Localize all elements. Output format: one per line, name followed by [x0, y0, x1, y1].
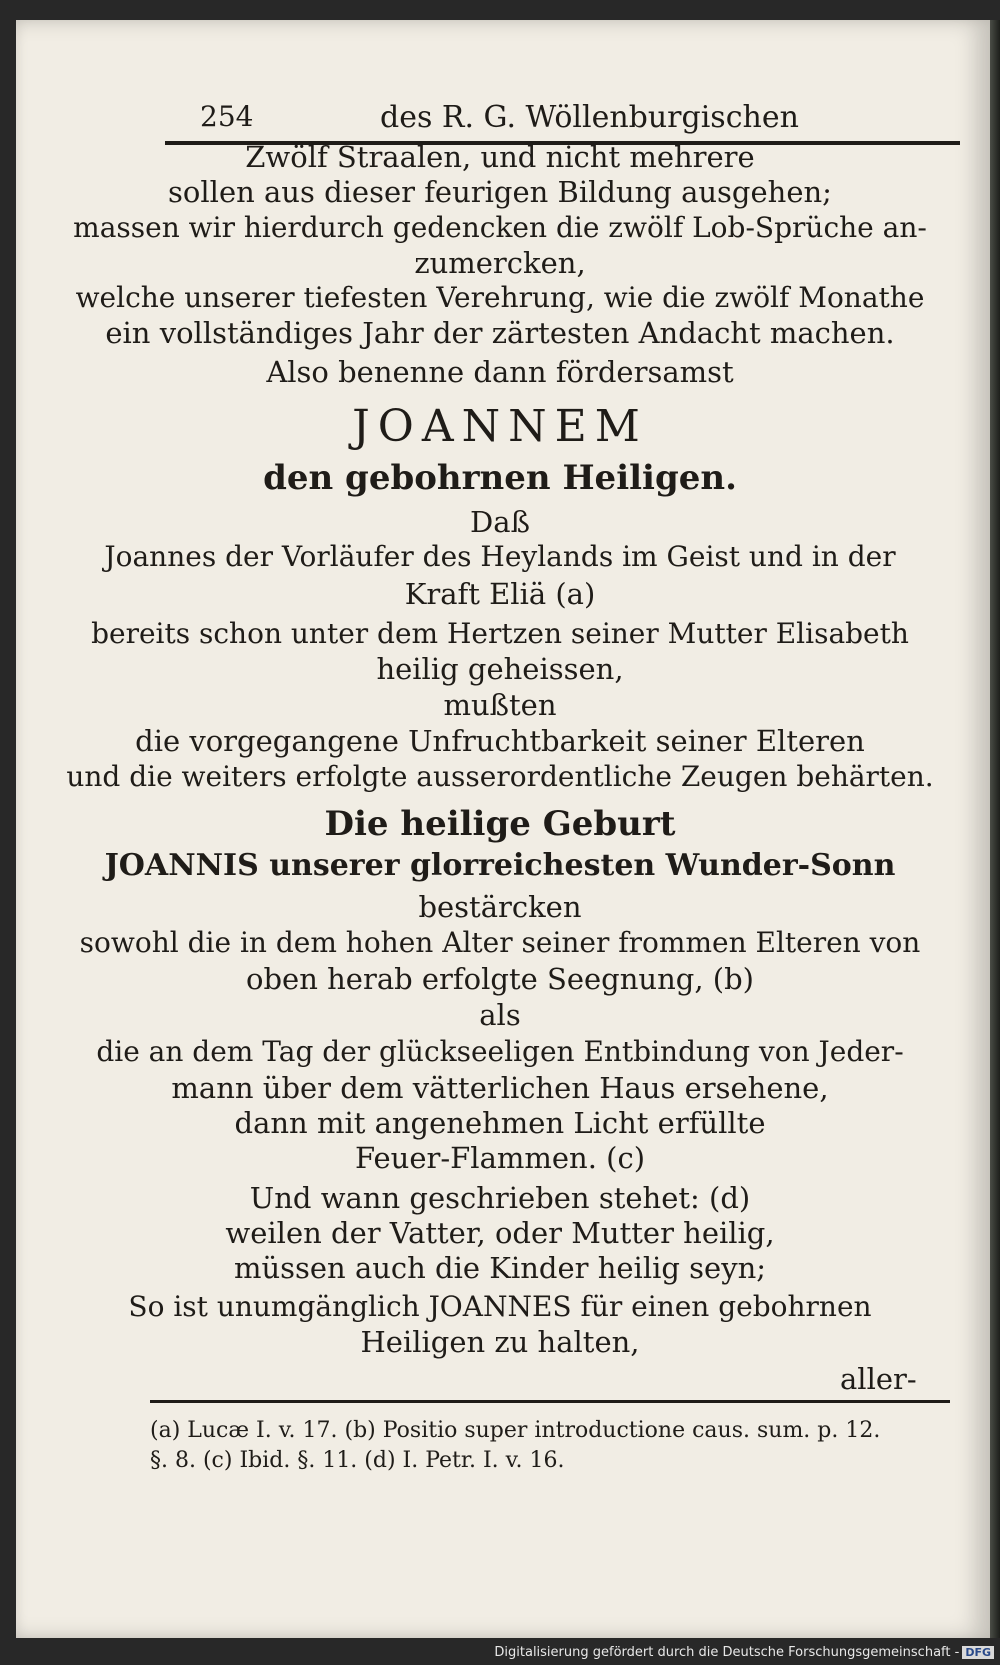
text-line: sollen aus dieser feurigen Bildung ausgehen;	[168, 175, 832, 209]
subheading: den gebohrnen Heiligen.	[263, 458, 737, 498]
text-line: Daß	[470, 505, 530, 539]
text-line: bestärcken	[418, 890, 582, 924]
text-line: JOANNIS unserer glorreichesten Wunder-Sonn	[104, 848, 896, 883]
footnote-line: §. 8. (c) Ibid. §. 11. (d) I. Petr. I. v. 16.	[150, 1448, 565, 1473]
text-line: mann über dem vätterlichen Haus ersehene,	[171, 1071, 829, 1105]
text-line: die vorgegangene Unfruchtbarkeit seiner Elteren	[135, 724, 865, 758]
page-number: 254	[200, 100, 254, 133]
text-line: oben herab erfolgte Seegnung, (b)	[246, 962, 754, 996]
text-line: Zwölf Straalen, und nicht mehrere	[245, 140, 755, 174]
text-line: dann mit angenehmen Licht erfüllte	[234, 1106, 766, 1140]
text-line: Und wann geschrieben stehet: (d)	[249, 1181, 751, 1215]
text-line: Feuer-Flammen. (c)	[354, 1141, 646, 1175]
text-line: sowohl die in dem hohen Alter seiner frommen Elteren von	[79, 926, 921, 959]
subheading: Die heilige Geburt	[324, 804, 676, 844]
text-line: welche unserer tiefesten Verehrung, wie die zwölf Monathe	[75, 281, 925, 314]
text-line: mußten	[443, 688, 557, 722]
name-heading: JOANNEM	[352, 401, 648, 452]
catchword: aller-	[840, 1362, 917, 1396]
running-head: des R. G. Wöllenburgischen	[380, 100, 799, 135]
page-header	[165, 96, 960, 146]
text-line: ein vollständiges Jahr der zärtesten Andacht machen.	[105, 316, 895, 350]
text-line: als	[479, 998, 521, 1032]
text-line: bereits schon unter dem Hertzen seiner Mutter Elisabeth	[91, 617, 909, 650]
text-line: Kraft Eliä (a)	[404, 577, 596, 611]
digitization-credit	[494, 1645, 994, 1660]
footnote-line: (a) Lucæ I. v. 17. (b) Positio super introductione caus. sum. p. 12.	[150, 1418, 881, 1443]
text-line: zumercken,	[414, 246, 586, 280]
text-line: Joannes der Vorläufer des Heylands im Geist und in der	[104, 540, 896, 573]
text-line: müssen auch die Kinder heilig seyn;	[233, 1251, 767, 1285]
dfg-logo: DFG	[962, 1646, 994, 1659]
credit-text: Digitalisierung gefördert durch die Deutsche Forschungsgemeinschaft -	[494, 1645, 960, 1660]
text-line: weilen der Vatter, oder Mutter heilig,	[225, 1216, 775, 1250]
footnote-rule	[150, 1400, 950, 1403]
text-line: heilig geheissen,	[376, 652, 624, 686]
text-line: Also benenne dann fördersamst	[266, 355, 734, 389]
text-line: und die weiters erfolgte ausserordentliche Zeugen behärten.	[66, 760, 934, 793]
text-line: Heiligen zu halten,	[360, 1325, 640, 1359]
text-line: die an dem Tag der glückseeligen Entbindung von Jeder-	[96, 1035, 904, 1068]
text-line: massen wir hierdurch gedencken die zwölf Lob-Sprüche an-	[73, 211, 927, 244]
text-line: So ist unumgänglich JOANNES für einen gebohrnen	[128, 1290, 872, 1323]
